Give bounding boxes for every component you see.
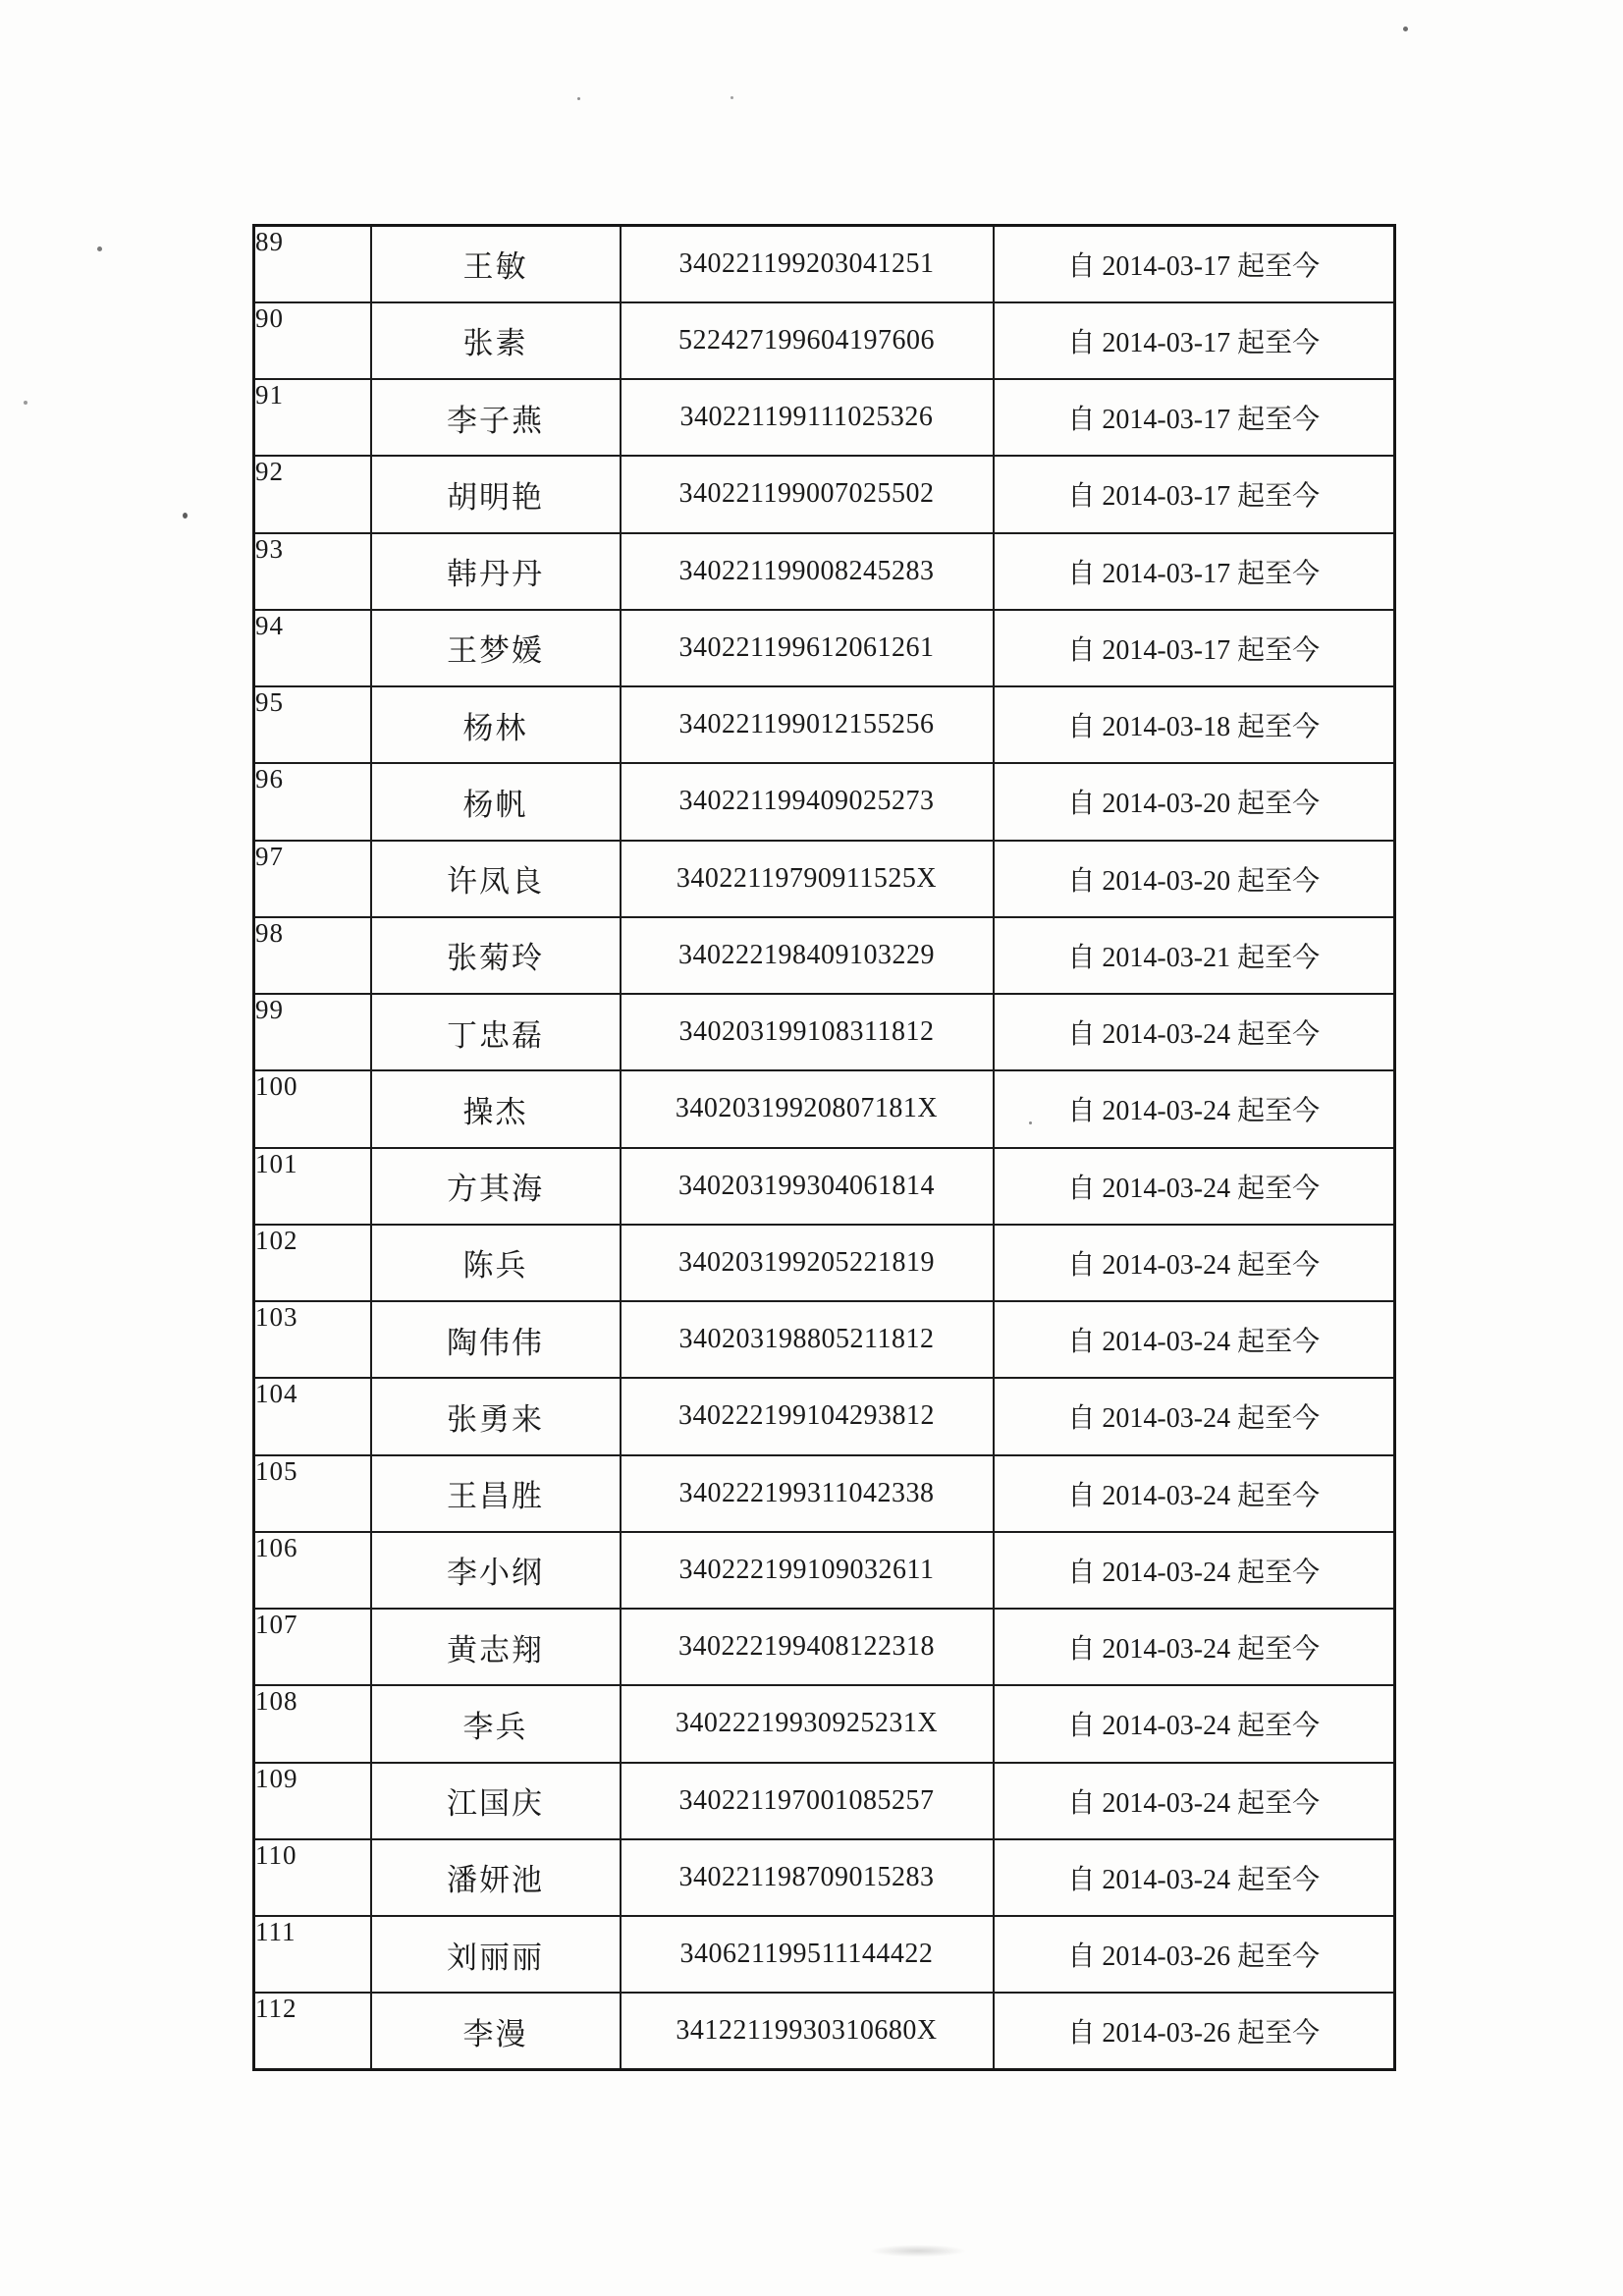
person-name: 潘妍池 (371, 1839, 621, 1916)
table-row (254, 379, 1395, 456)
row-number: 101 (254, 1148, 371, 1225)
date-range: 自 2014-03-24 起至今 (994, 1685, 1395, 1762)
row-number: 99 (254, 994, 371, 1070)
date-range: 自 2014-03-17 起至今 (994, 610, 1395, 686)
row-number: 108 (254, 1685, 371, 1762)
row-number: 100 (254, 1070, 371, 1147)
person-name: 方其海 (371, 1148, 621, 1225)
row-number: 105 (254, 1455, 371, 1532)
person-name: 李漫 (371, 1993, 621, 2069)
row-number: 95 (254, 686, 371, 763)
scan-speckle (24, 401, 27, 405)
id-number: 340222199109032611 (621, 1532, 994, 1609)
table-row (254, 686, 1395, 763)
person-name: 陶伟伟 (371, 1301, 621, 1378)
row-number: 90 (254, 302, 371, 379)
row-number: 93 (254, 533, 371, 610)
scan-speckle (577, 97, 580, 100)
id-number: 340203198805211812 (621, 1301, 994, 1378)
date-range: 自 2014-03-26 起至今 (994, 1993, 1395, 2069)
table-row (254, 841, 1395, 917)
row-number: 110 (254, 1839, 371, 1916)
person-name: 杨林 (371, 686, 621, 763)
row-number: 96 (254, 763, 371, 840)
id-number: 340221199612061261 (621, 610, 994, 686)
person-name: 张素 (371, 302, 621, 379)
table-row (254, 1378, 1395, 1454)
row-number: 103 (254, 1301, 371, 1378)
date-range: 自 2014-03-20 起至今 (994, 841, 1395, 917)
scan-speckle (1403, 27, 1408, 31)
id-number: 340621199511144422 (621, 1916, 994, 1993)
person-name: 王梦媛 (371, 610, 621, 686)
row-number: 94 (254, 610, 371, 686)
person-name: 李小纲 (371, 1532, 621, 1609)
table-row (254, 763, 1395, 840)
id-number: 340221199203041251 (621, 226, 994, 302)
person-name: 许凤良 (371, 841, 621, 917)
date-range: 自 2014-03-24 起至今 (994, 1763, 1395, 1839)
scan-speckle (97, 246, 102, 251)
date-range: 自 2014-03-18 起至今 (994, 686, 1395, 763)
date-range: 自 2014-03-24 起至今 (994, 1455, 1395, 1532)
table-row (254, 994, 1395, 1070)
id-number: 340221199008245283 (621, 533, 994, 610)
date-range: 自 2014-03-24 起至今 (994, 1532, 1395, 1609)
table-row (254, 1609, 1395, 1685)
id-number: 340222199408122318 (621, 1609, 994, 1685)
date-range: 自 2014-03-24 起至今 (994, 1609, 1395, 1685)
row-number: 104 (254, 1378, 371, 1454)
id-number: 340221199012155256 (621, 686, 994, 763)
table-row (254, 1685, 1395, 1762)
row-number: 98 (254, 917, 371, 994)
date-range: 自 2014-03-17 起至今 (994, 379, 1395, 456)
date-range: 自 2014-03-24 起至今 (994, 1301, 1395, 1378)
roster-table (252, 224, 1396, 2071)
row-number: 89 (254, 226, 371, 302)
date-range: 自 2014-03-17 起至今 (994, 456, 1395, 532)
row-number: 106 (254, 1532, 371, 1609)
date-range: 自 2014-03-26 起至今 (994, 1916, 1395, 1993)
person-name: 王昌胜 (371, 1455, 621, 1532)
table-row (254, 1763, 1395, 1839)
id-number: 34020319920807181X (621, 1070, 994, 1147)
date-range: 自 2014-03-24 起至今 (994, 1839, 1395, 1916)
row-number: 92 (254, 456, 371, 532)
date-range: 自 2014-03-24 起至今 (994, 1378, 1395, 1454)
table-row (254, 1916, 1395, 1993)
person-name: 陈兵 (371, 1225, 621, 1301)
id-number: 340203199205221819 (621, 1225, 994, 1301)
id-number: 340222199311042338 (621, 1455, 994, 1532)
id-number: 340222199104293812 (621, 1378, 994, 1454)
id-number: 340221199409025273 (621, 763, 994, 840)
row-number: 107 (254, 1609, 371, 1685)
person-name: 操杰 (371, 1070, 621, 1147)
person-name: 王敏 (371, 226, 621, 302)
table-row (254, 533, 1395, 610)
id-number: 340221199007025502 (621, 456, 994, 532)
table-row (254, 1839, 1395, 1916)
person-name: 江国庆 (371, 1763, 621, 1839)
person-name: 黄志翔 (371, 1609, 621, 1685)
row-number: 91 (254, 379, 371, 456)
table-row (254, 1993, 1395, 2069)
table-row (254, 302, 1395, 379)
row-number: 109 (254, 1763, 371, 1839)
person-name: 刘丽丽 (371, 1916, 621, 1993)
date-range: 自 2014-03-24 起至今 (994, 1225, 1395, 1301)
date-range: 自 2014-03-24 起至今 (994, 1070, 1395, 1147)
table-row (254, 1070, 1395, 1147)
person-name: 张勇来 (371, 1378, 621, 1454)
id-number: 340221197001085257 (621, 1763, 994, 1839)
date-range: 自 2014-03-17 起至今 (994, 302, 1395, 379)
row-number: 111 (254, 1916, 371, 1993)
row-number: 102 (254, 1225, 371, 1301)
person-name: 李子燕 (371, 379, 621, 456)
table-row (254, 226, 1395, 302)
scan-speckle (730, 96, 733, 99)
id-number: 34022219930925231X (621, 1685, 994, 1762)
table-row (254, 456, 1395, 532)
id-number: 340221198709015283 (621, 1839, 994, 1916)
table-row (254, 1225, 1395, 1301)
table-row (254, 1532, 1395, 1609)
id-number: 340203199304061814 (621, 1148, 994, 1225)
scan-speckle (183, 513, 188, 519)
id-number: 34022119790911525X (621, 841, 994, 917)
date-range: 自 2014-03-24 起至今 (994, 1148, 1395, 1225)
person-name: 韩丹丹 (371, 533, 621, 610)
person-name: 杨帆 (371, 763, 621, 840)
row-number: 112 (254, 1993, 371, 2069)
table-row (254, 610, 1395, 686)
person-name: 李兵 (371, 1685, 621, 1762)
table-row (254, 1455, 1395, 1532)
table-row (254, 1148, 1395, 1225)
person-name: 张菊玲 (371, 917, 621, 994)
date-range: 自 2014-03-24 起至今 (994, 994, 1395, 1070)
person-name: 丁忠磊 (371, 994, 621, 1070)
id-number: 34122119930310680X (621, 1993, 994, 2069)
id-number: 340203199108311812 (621, 994, 994, 1070)
table-row (254, 1301, 1395, 1378)
id-number: 340221199111025326 (621, 379, 994, 456)
row-number: 97 (254, 841, 371, 917)
date-range: 自 2014-03-17 起至今 (994, 226, 1395, 302)
id-number: 522427199604197606 (621, 302, 994, 379)
date-range: 自 2014-03-20 起至今 (994, 763, 1395, 840)
date-range: 自 2014-03-21 起至今 (994, 917, 1395, 994)
id-number: 340222198409103229 (621, 917, 994, 994)
person-name: 胡明艳 (371, 456, 621, 532)
date-range: 自 2014-03-17 起至今 (994, 533, 1395, 610)
table-row (254, 917, 1395, 994)
